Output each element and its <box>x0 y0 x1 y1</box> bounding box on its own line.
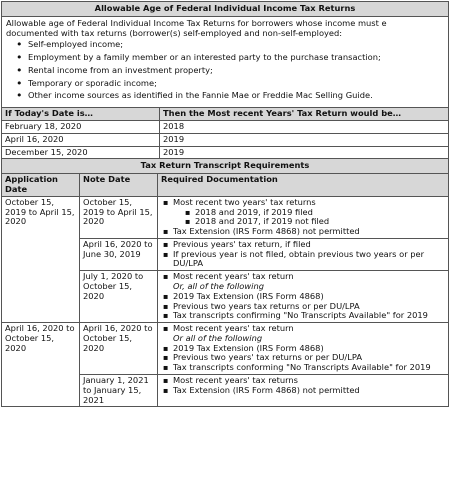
list-item: ▪ Tax transcripts confirming "No Transcripts Available" for 2019 <box>173 311 445 321</box>
list-item: • Self-employed income; <box>28 40 444 50</box>
table-row <box>2 323 449 375</box>
application-date-cell: October 15, 2019 to April 15, 2020 <box>2 196 80 322</box>
application-date-header: Application Date <box>2 174 80 197</box>
date-cell: February 18, 2020 <box>2 121 160 134</box>
note-date-header: Note Date <box>80 174 158 197</box>
documentation-list <box>161 198 445 237</box>
list-item: ▪ Tax Extension (IRS Form 4868) not permitted <box>173 386 445 396</box>
note-date-cell: July 1, 2020 to October 15, 2020 <box>80 271 158 323</box>
table-row <box>2 121 449 134</box>
list-note: Or all of the following <box>173 332 263 343</box>
list-item: ▪ Tax Extension (IRS Form 4868) not permitted <box>173 227 445 237</box>
date-column-header: If Today's Date is… <box>2 108 160 121</box>
table-row <box>2 133 449 146</box>
list-item: ▪ Tax transcripts conforming "No Transcripts Available" for 2019 <box>173 363 445 373</box>
list-item: • Other income sources as identified in the Fannie Mae or Freddie Mac Selling Guide. <box>28 91 444 101</box>
list-item: ▪ 2019 Tax Extension (IRS Form 4868) <box>173 344 445 354</box>
transcript-requirements-title: Tax Return Transcript Requirements <box>2 159 449 174</box>
date-cell: December 15, 2020 <box>2 146 160 159</box>
documentation-list <box>161 240 445 269</box>
intro-paragraph <box>6 19 444 39</box>
note-date-cell: April 16, 2020 to October 15, 2020 <box>80 323 158 375</box>
list-item: • Employment by a family member or an interested party to the purchase transaction; <box>28 53 444 63</box>
list-item: ▪ Previous years' tax return, if filed <box>173 240 445 250</box>
table-row <box>2 196 449 238</box>
year-column-header: Then the Most recent Years' Tax Return would be… <box>160 108 449 121</box>
note-date-cell: April 16, 2020 to June 30, 2019 <box>80 238 158 270</box>
sub-list-item: ▪ 2018 and 2017, if 2019 not filed <box>195 217 445 227</box>
allowable-age-body <box>2 16 449 107</box>
list-item: ▪ Most recent years' tax return <box>173 272 445 282</box>
allowable-age-table <box>1 1 449 108</box>
allowable-age-title: Allowable Age of Federal Individual Income Tax Returns <box>2 2 449 17</box>
documentation-cell <box>158 196 449 238</box>
list-item: ▪ Most recent years' tax return <box>173 324 445 334</box>
list-item: • Rental income from an investment property; <box>28 66 444 76</box>
tax-return-requirements-document <box>1 1 449 499</box>
required-documentation-header: Required Documentation <box>158 174 449 197</box>
date-lookup-table <box>1 107 449 159</box>
transcript-requirements-table <box>1 158 449 407</box>
documentation-list <box>161 376 445 396</box>
note-date-cell: January 1, 2021 to January 15, 2021 <box>80 375 158 407</box>
intro-line-2: documented with tax returns (borrower(s) self-employed and non-self-employed: <box>6 27 343 38</box>
doc-text: Most recent two years' tax returns <box>173 196 316 207</box>
intro-line-1: Allowable age of Federal Individual Income Tax Returns for borrowers whose income must e <box>6 17 387 28</box>
documentation-list <box>161 324 445 373</box>
year-cell: 2019 <box>160 146 449 159</box>
list-note: Or, all of the following <box>173 280 264 291</box>
date-cell: April 16, 2020 <box>2 133 160 146</box>
sub-list <box>173 208 445 228</box>
list-item: • Temporary or sporadic income; <box>28 79 444 89</box>
note-date-cell: October 15, 2019 to April 15, 2020 <box>80 196 158 238</box>
list-item: ▪ Previous two years' tax returns or per DU/LPA <box>173 353 445 363</box>
year-cell: 2018 <box>160 121 449 134</box>
list-item: ▪ Previous two years tax returns or per DU/LPA <box>173 302 445 312</box>
list-item: ▪ 2019 Tax Extension (IRS Form 4868) <box>173 292 445 302</box>
documentation-cell <box>158 238 449 270</box>
list-item <box>173 198 445 227</box>
application-date-cell: April 16, 2020 to October 15, 2020 <box>2 323 80 407</box>
table-row <box>2 146 449 159</box>
list-item: ▪ Most recent years' tax returns <box>173 376 445 386</box>
documentation-cell <box>158 271 449 323</box>
documentation-list <box>161 272 445 321</box>
documentation-cell <box>158 375 449 407</box>
sub-list-item: ▪ 2018 and 2019, if 2019 filed <box>195 208 445 218</box>
list-item: ▪ If previous year is not filed, obtain previous two years or per DU/LPA <box>173 250 445 270</box>
year-cell: 2019 <box>160 133 449 146</box>
documentation-cell <box>158 323 449 375</box>
income-types-list <box>6 40 444 101</box>
